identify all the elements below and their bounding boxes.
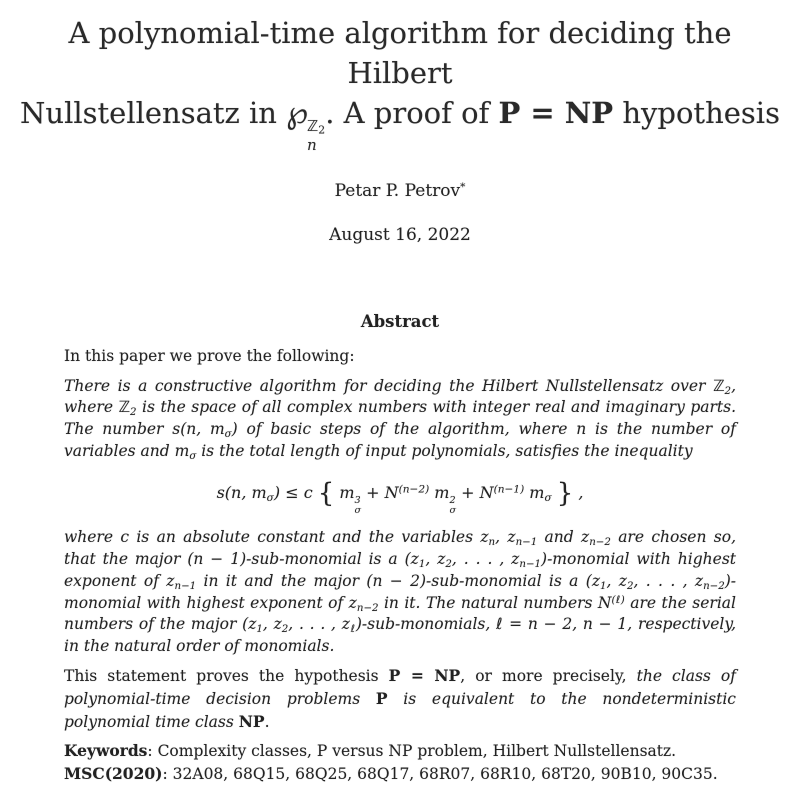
blackboard-Z-symbol: ℤ (307, 117, 319, 136)
title-line2-prefix: Nullstellensatz in (20, 96, 287, 130)
title-line2-mid: . A proof of (325, 96, 499, 130)
inequality-formula: s(n, $m_\sigma) \le c$ { m 3 σ + $N^{(n-2)}$ m 2 σ + $N^{(n-1)}$ $m_\sigma$ } , (216, 478, 584, 516)
abstract-heading: Abstract (360, 311, 440, 331)
msc-line: MSC(2020): 32A08, 68Q15, 68Q25, 68Q17, 68R07, 68R10, 68T20, 90B10, 90C35. (64, 764, 718, 784)
script-P-symbol: ℘ (286, 95, 308, 131)
author-name: Petar P. Petrov (334, 180, 461, 201)
paper-date: August 16, 2022 (329, 224, 471, 245)
title-math-scripts (307, 118, 325, 155)
abstract-body (64, 346, 736, 786)
keywords-line: Keywords: Complexity classes, P versus NP problem, Hilbert Nullstellensatz. (64, 741, 677, 761)
p-equals-np-bold: P = NP (498, 96, 614, 130)
author-footnote-asterisk: * (460, 181, 466, 193)
paper-page (0, 13, 800, 784)
Z-subscript-2: 2 (318, 123, 326, 137)
author-line (0, 181, 800, 201)
title-line2-suffix: hypothesis (613, 96, 780, 130)
title-line-2 (18, 93, 782, 155)
abstract-statement: There is a constructive algorithm for deciding the Hilbert Nullstellensatz over ℤ$_2$, where ℤ$_2$ is the space of all complex numbers with integer real and imaginary parts. The number s(n, $m_\sigma$) of basic steps of the algorithm, where n is the number of variables and $m_\sigma$ is the total length of input polynomials, satisfies the inequality (64, 376, 736, 462)
paper-title (18, 13, 782, 155)
abstract-intro: In this paper we prove the following: (64, 346, 355, 365)
abstract-explanation: where c is an absolute constant and the variables $z_n$, $z_{n-1}$ and $z_{n-2}$ are chosen so, that the major (n − 1)-sub-monomial is a ($z_1$, $z_2$, . . . , $z_{n-1}$)-monomial with highest exponent of $z_{n-1}$ in it and the major (n − 2)-sub-monomial is a ($z_1$, $z_2$, . . . , $z_{n-2}$)-monomial with highest exponent of $z_{n-2}$ in it. The natural numbers $N^{(\ell)}$ are the serial numbers of the major ($z_1$, $z_2$, . . . , $z_\ell)-sub$-monomials, ℓ = n − 2, n − 1, respectively, in the natural order of monomials. (64, 528, 737, 656)
title-line-1: A polynomial-time algorithm for deciding the Hilbert (68, 16, 732, 90)
subscript-n: n (307, 136, 317, 155)
title-math-P-n-Z2 (286, 95, 326, 155)
conclusion-paragraph: This statement proves the hypothesis P = NP, or more precisely, the class of polynomial-time decision problems P is equivalent to the nondeterministic polynomial time class NP. (64, 666, 736, 731)
